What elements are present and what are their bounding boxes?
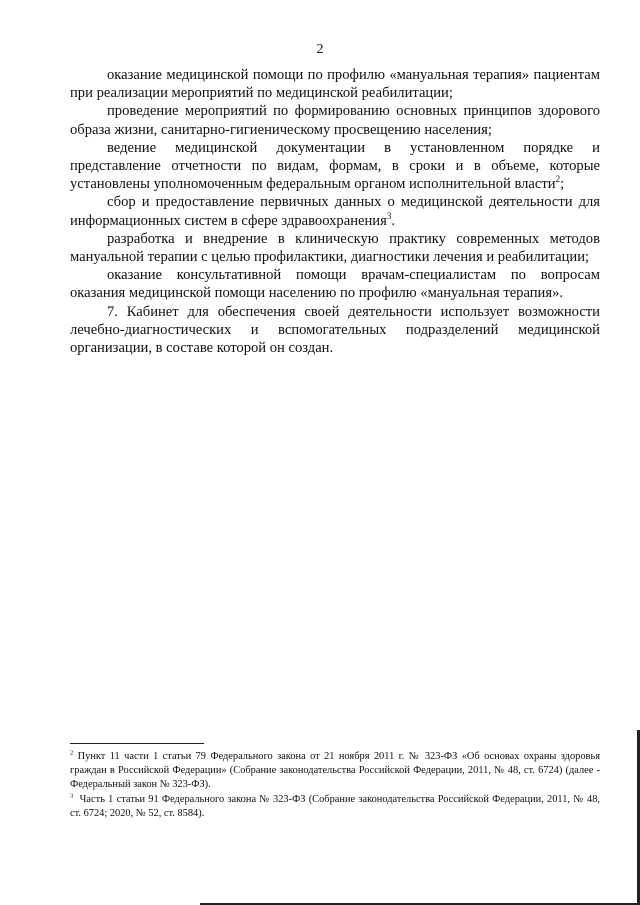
footnote-marker: 3 xyxy=(70,792,74,800)
paragraph-trailing-punct: ; xyxy=(560,176,565,193)
paragraph xyxy=(70,303,600,358)
paragraph-text: ведение медицинской документации в установленном порядке и представление отчетности по видам, формам, в сроки и в объеме, которые установлены уполномоченным федеральным органом исполнительной власти xyxy=(70,139,600,193)
footnote xyxy=(70,793,600,821)
paragraph xyxy=(70,193,600,229)
paragraph-text: оказание консультативной помощи врачам-специалистам по вопросам оказания медицинской помощи населению по профилю «мануальная терапия». xyxy=(70,267,600,302)
paragraph-text: 7. Кабинет для обеспечения своей деятельности использует возможности лечебно-диагностических и вспомогательных подразделений медицинской организации, в составе которой он создан. xyxy=(70,303,600,357)
footnote-reference[interactable]: 3 xyxy=(386,210,392,221)
paragraph-text: проведение мероприятий по формированию основных принципов здорового образа жизни, санитарно-гигиеническому просвещению населения; xyxy=(70,103,600,138)
paragraph xyxy=(70,266,600,302)
paragraph-text: разработка и внедрение в клиническую практику современных методов мануальной терапии с целью профилактики, диагностики лечения и реабилитации; xyxy=(70,230,600,266)
paragraph-text: оказание медицинской помощи по профилю «мануальная терапия» пациентам при реализации мероприятий по медицинской реабилитации; xyxy=(70,67,600,102)
page-number: 2 xyxy=(316,42,324,57)
footnote xyxy=(70,750,600,793)
footnote-marker: 2 xyxy=(70,749,74,757)
footnote-divider xyxy=(70,743,204,744)
paragraph xyxy=(70,230,600,266)
paragraph xyxy=(70,102,600,138)
paragraph-trailing-punct: . xyxy=(391,212,396,229)
paragraph xyxy=(70,66,600,102)
footnote-reference[interactable]: 2 xyxy=(555,174,561,185)
footnote-text: Пункт 11 части 1 статьи 79 Федерального закона от 21 ноября 2011 г. № 323-ФЗ «Об основах охраны здоровья граждан в Российской Федерации» (Собрание законодательства Российской Федерации, 2011, № 48, ст. 6724) (далее - Федеральный закон № 323-ФЗ). xyxy=(70,751,600,791)
footnote-text: Часть 1 статьи 91 Федерального закона № 323-ФЗ (Собрание законодательства Российской Федерации, 2011, № 48, ст. 6724; 2020, № 52, ст. 8584). xyxy=(70,793,600,819)
paragraph-text: сбор и предоставление первичных данных о медицинской деятельности для информационных систем в сфере здравоохранения xyxy=(70,194,600,229)
paragraph xyxy=(70,139,600,194)
document-body xyxy=(70,66,600,357)
footnotes-section xyxy=(70,743,600,821)
